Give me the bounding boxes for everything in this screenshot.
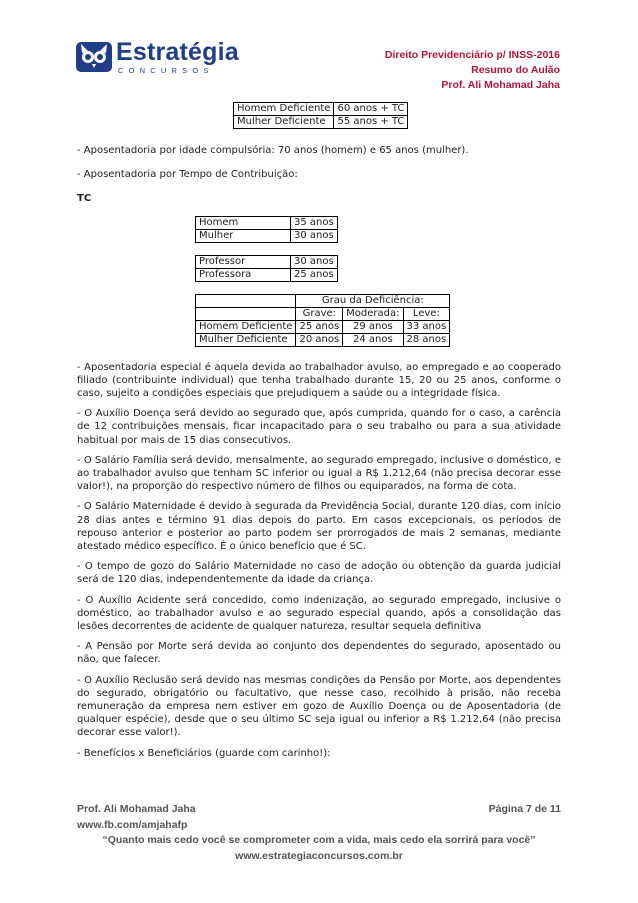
table-row — [234, 103, 408, 116]
table-header: Moderada: — [343, 307, 403, 320]
table-row — [196, 307, 450, 320]
table-row — [196, 268, 338, 281]
page-content — [77, 102, 561, 760]
table-cell: Homem Deficiente — [234, 103, 334, 116]
table-header: Leve: — [403, 307, 450, 320]
table-cell: Mulher Deficiente — [234, 116, 334, 129]
table-row — [196, 294, 450, 307]
table-cell: 60 anos + TC — [334, 103, 408, 116]
table-cell: Mulher — [196, 229, 291, 242]
table-cell: Mulher Deficiente — [196, 333, 296, 346]
page-number: Página 7 de 11 — [488, 803, 561, 815]
footer-professor: Prof. Ali Mohamad Jaha — [77, 803, 196, 815]
paragraph: - Aposentadoria por idade compulsória: 70 anos (homem) e 65 anos (mulher). — [77, 145, 469, 156]
course-title: Direito Previdenciário p/ INSS-2016 — [384, 49, 560, 61]
table-cell: 29 anos — [343, 320, 403, 333]
brand-logo — [76, 40, 239, 75]
tc-table — [195, 216, 338, 243]
header-info — [385, 48, 560, 93]
table-cell: 33 anos — [403, 320, 450, 333]
grau-deficiencia-table — [195, 294, 450, 347]
table-cell: 20 anos — [296, 333, 343, 346]
professor-table — [195, 255, 338, 282]
paragraph: - Benefícios x Beneficiários (guarde com carinho!): — [77, 747, 331, 759]
table-cell: Professora — [196, 268, 291, 281]
table-header: Grave: — [296, 307, 343, 320]
facebook-link[interactable]: www.fb.com/amjahafp — [77, 818, 188, 831]
footer-quote: “Quanto mais cedo você se comprometer com a vida, mais cedo ela sorrirá para você” — [102, 834, 536, 846]
table-cell: 24 anos — [343, 333, 403, 346]
table-cell: 25 anos — [296, 320, 343, 333]
professor-name: Prof. Ali Mohamad Jaha — [441, 79, 560, 91]
website-link[interactable]: www.estrategiaconcursos.com.br — [235, 849, 403, 862]
page-footer — [77, 802, 561, 864]
table-cell: 28 anos — [403, 333, 450, 346]
paragraph: - A Pensão por Morte será devida ao conjunto dos dependentes do segurado, aposentado ou não, que falecer. — [77, 641, 561, 666]
paragraph: - O Auxílio Acidente será concedido, como indenização, ao segurado empregado, inclusive o doméstico, ao trabalhador avulso e ao segurado especial quando, após a consolidação das lesões decorrentes de acidente de qualquer natureza, resultar sequela definitiva — [77, 594, 561, 633]
paragraph: - O Auxílio Reclusão será devido nas mesmas condições da Pensão por Morte, aos dependentes do segurado, obrigatório ou facultativo, que nesse caso, recolhido à prisão, não receba remuneração da empresa nem estiver em gozo de Auxílio Doença ou de Aposentadoria (de qualquer espécie), desde que o seu último SC seja igual ou inferior a R$ 1.212,64 (não precisa decorar esse valor!). — [77, 674, 561, 739]
table-cell: 35 anos — [291, 216, 338, 229]
table-cell: 25 anos — [291, 268, 338, 281]
table-header: Grau da Deficiência: — [296, 294, 450, 307]
table-cell: Homem — [196, 216, 291, 229]
tc-title: TC — [77, 193, 92, 205]
table-cell: Homem Deficiente — [196, 320, 296, 333]
table-row — [234, 116, 408, 129]
paragraph: - O Salário Família será devido, mensalmente, ao segurado empregado, inclusive o doméstico, e ao trabalhador avulso que tenham SC inferior ou igual a R$ 1.212,64 (não precisa decorar esse valor!), na proporção do respectivo número de filhos ou equiparados, na forma de cota. — [77, 454, 561, 493]
brand-subtitle: CONCURSOS — [118, 66, 214, 75]
table-cell — [196, 307, 296, 320]
brand-name: Estratégia — [116, 38, 239, 66]
paragraph: - Aposentadoria especial é aquela devida ao trabalhador avulso, ao empregado e ao cooperado filiado (contribuinte individual) que tenha trabalhado durante 15, 20 ou 25 anos, conforme o caso, sujeito a condições especiais que prejudiquem a saúde ou a integridade física. — [77, 361, 561, 400]
table-cell: 30 anos — [291, 255, 338, 268]
table-row — [196, 320, 450, 333]
table-cell: 30 anos — [291, 229, 338, 242]
summary-title: Resumo do Aulão — [471, 64, 560, 76]
deficiente-table — [233, 102, 408, 129]
owl-logo-icon — [76, 40, 112, 74]
table-row — [196, 216, 338, 229]
paragraph: - Aposentadoria por Tempo de Contribuição: — [77, 169, 298, 181]
paragraph: - O tempo de gozo do Salário Maternidade no caso de adoção ou obtenção da guarda judicial será de 120 dias, independentemente da idade da criança. — [77, 561, 561, 586]
table-row — [196, 333, 450, 346]
table-cell: 55 anos + TC — [334, 116, 408, 129]
table-cell: Professor — [196, 255, 291, 268]
table-cell — [196, 294, 296, 307]
paragraph: - O Salário Maternidade é devido à segurada da Previdência Social, durante 120 dias, com início 28 dias antes e término 91 dias depois do parto. Em casos excepcionais, os períodos de repouso anterior e posterior ao parto podem ser prorrogados de mais 2 semanas, mediante atestado médico específico. É o único benefício que é SC. — [77, 501, 561, 553]
table-row — [196, 229, 338, 242]
table-row — [196, 255, 338, 268]
paragraph: - O Auxílio Doença será devido ao segurado que, após cumprida, quando for o caso, a carência de 12 contribuições mensais, ficar incapacitado para o seu trabalho ou para a sua atividade habitual por mais de 15 dias consecutivos. — [77, 408, 561, 446]
